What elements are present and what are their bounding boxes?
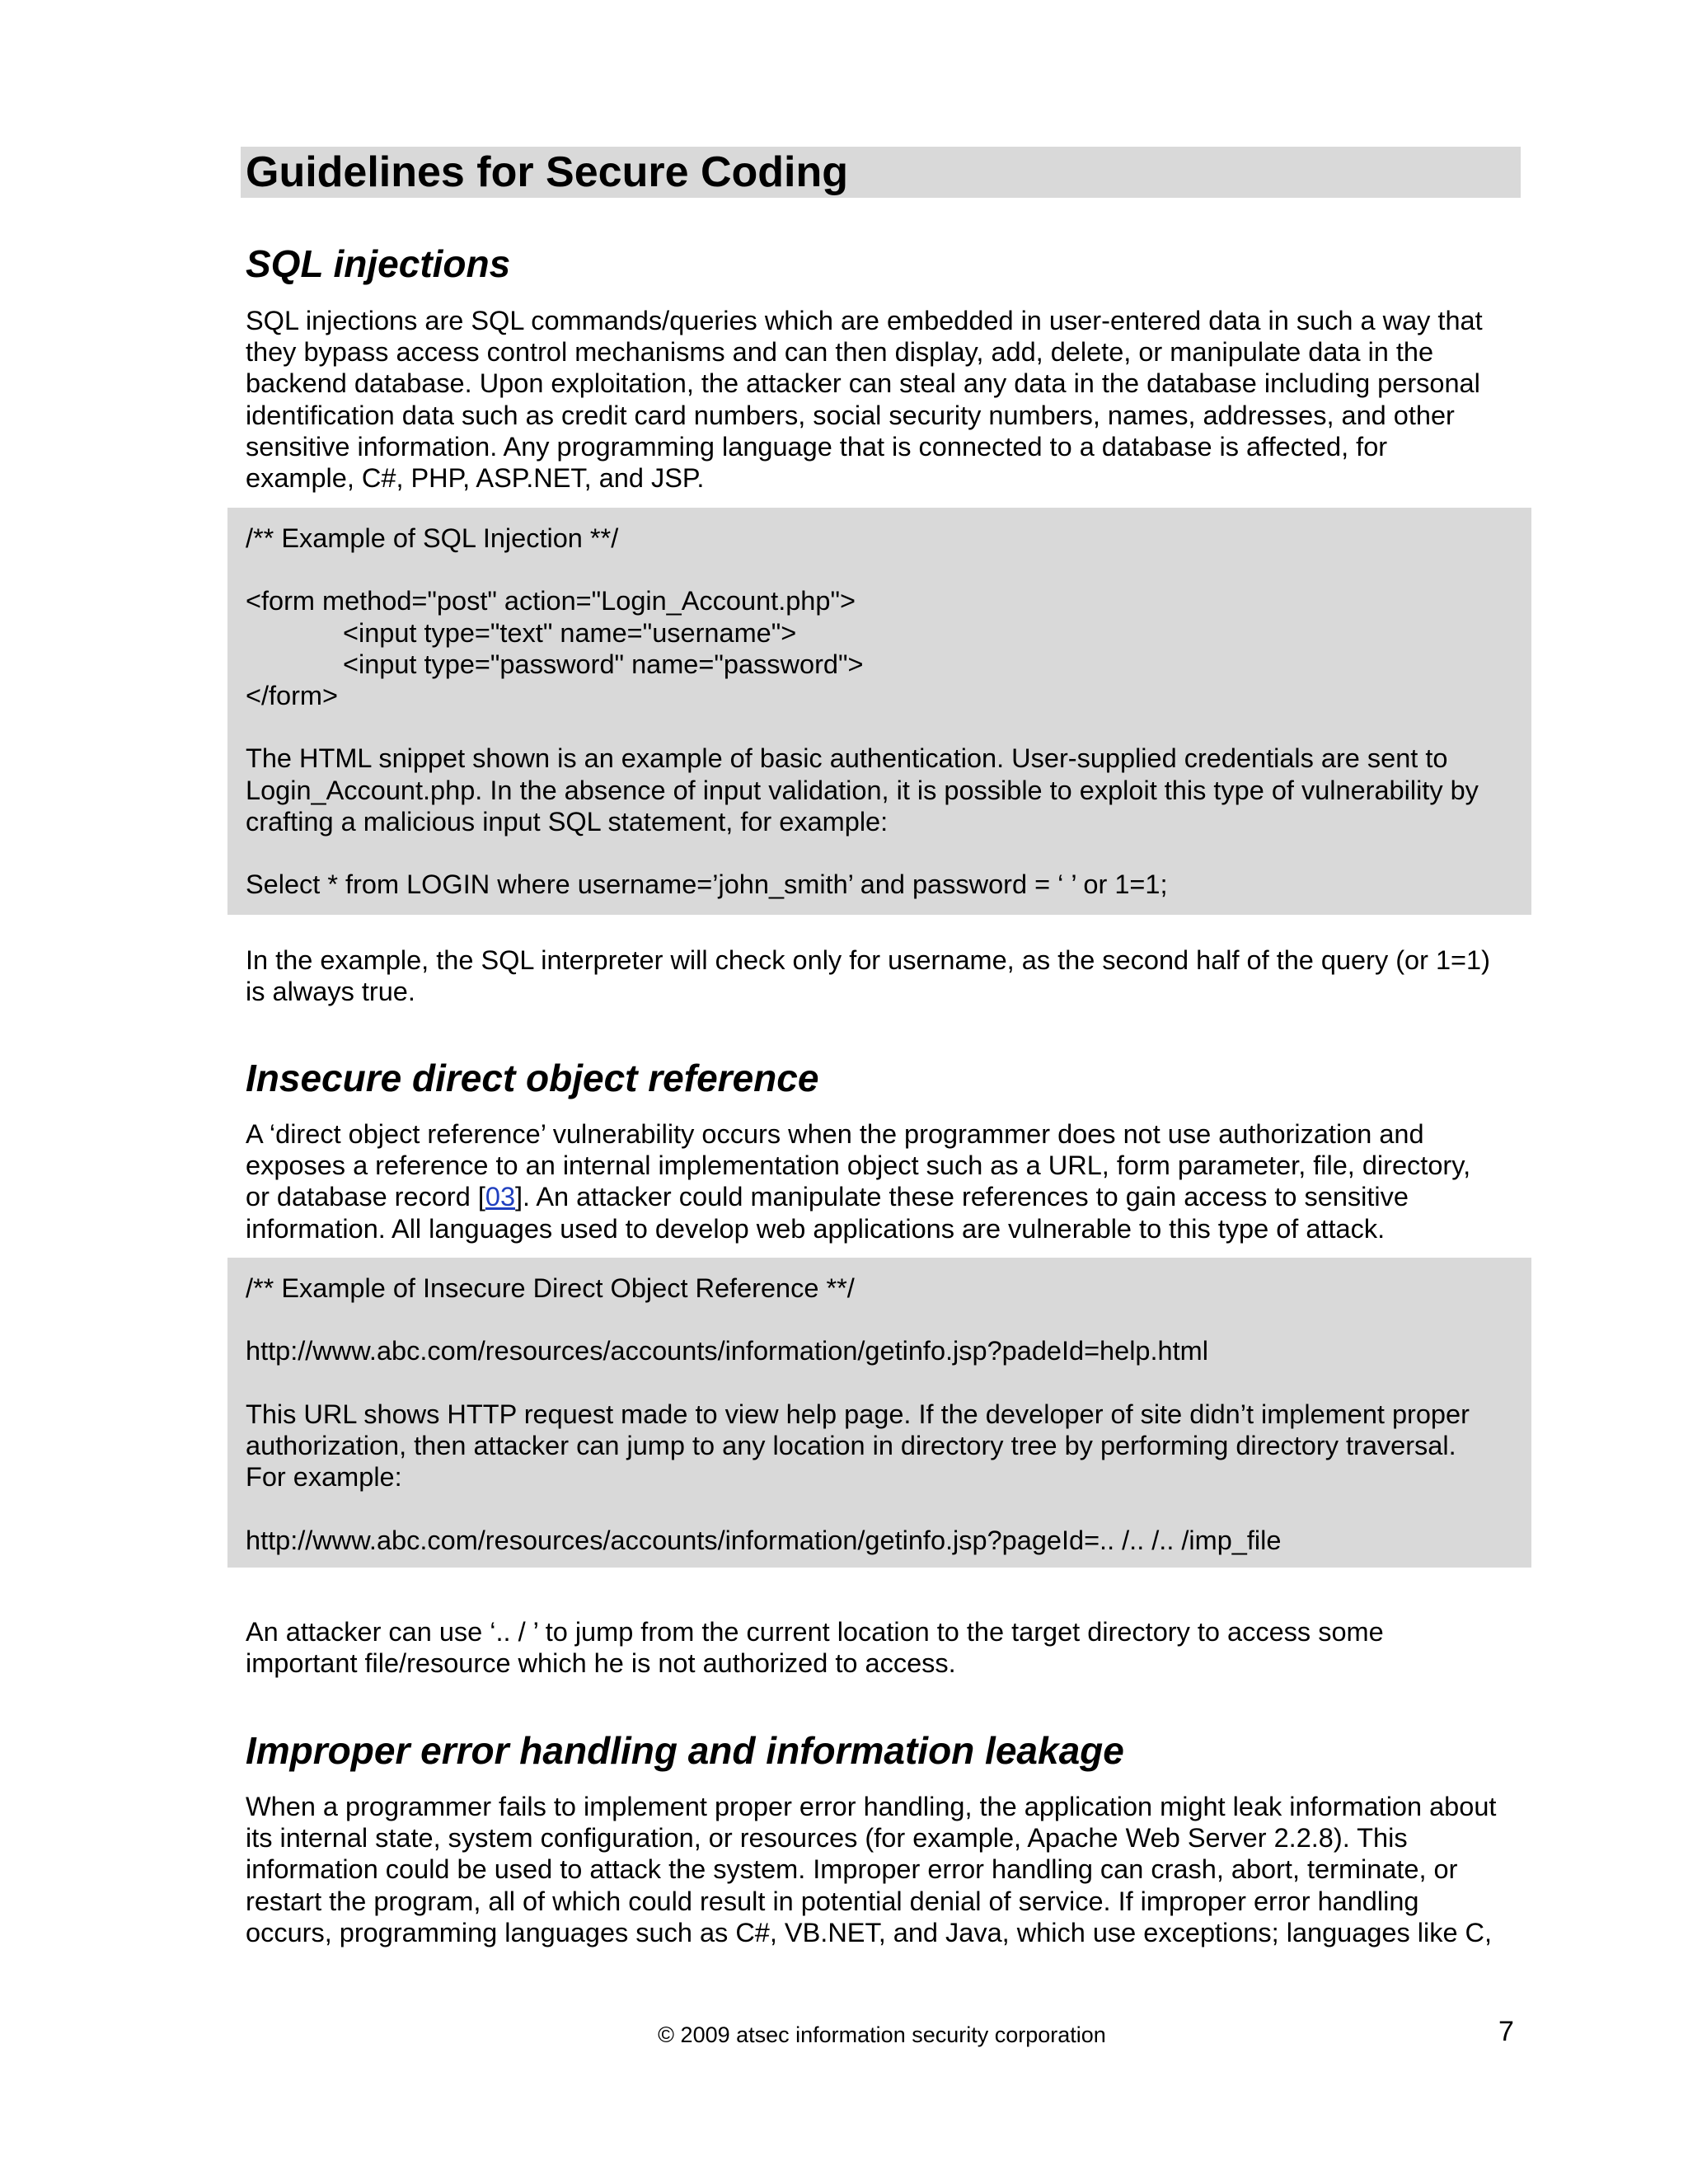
footer-copyright: © 2009 atsec information security corporation bbox=[658, 2022, 1106, 2047]
text-line: This URL shows HTTP request made to view help page. If the developer of site didn’t implement proper bbox=[246, 1399, 1470, 1429]
text-line: example, C#, PHP, ASP.NET, and JSP. bbox=[246, 463, 705, 494]
blank-line bbox=[246, 554, 1531, 585]
text-line: A ‘direct object reference’ vulnerability occurs when the programmer does not use authorization and bbox=[246, 1119, 1424, 1149]
text-line: When a programmer fails to implement proper error handling, the application might leak information about bbox=[246, 1792, 1497, 1821]
text-line: exposes a reference to an internal implementation object such as a URL, form parameter, file, directory, bbox=[246, 1151, 1471, 1181]
idor-after-paragraph bbox=[246, 1616, 1531, 1679]
sql-code-example-box bbox=[227, 508, 1531, 915]
text-line: Login_Account.php. In the absence of input validation, it is possible to exploit this type of vulnerability by bbox=[246, 775, 1479, 805]
section-improper-error-handling bbox=[246, 1727, 1531, 1774]
text-line: information could be used to attack the system. Improper error handling can crash, abort, terminate, or bbox=[246, 1854, 1458, 1885]
text-line: SQL injections are SQL commands/queries which are embedded in user-entered data in such a way that bbox=[246, 306, 1483, 335]
code-statement: Select * from LOGIN where username=’john_smith’ and password = ‘ ’ or 1=1; bbox=[246, 869, 1168, 900]
text-line: crafting a malicious input SQL statement, for example: bbox=[246, 806, 889, 837]
text-line: backend database. Upon exploitation, the attacker can steal any data in the database including personal bbox=[246, 368, 1480, 399]
section-heading-sql: SQL injections bbox=[246, 242, 511, 285]
code-comment: /** Example of SQL Injection **/ bbox=[246, 523, 619, 553]
sql-intro-paragraph bbox=[246, 305, 1531, 494]
code-url: http://www.abc.com/resources/accounts/information/getinfo.jsp?pageId=.. /.. /.. /imp_file bbox=[246, 1525, 1282, 1555]
text-line: restart the program, all of which could result in potential denial of service. If improper error handling bbox=[246, 1886, 1419, 1916]
sql-after-paragraph bbox=[246, 944, 1531, 1007]
text-line: authorization, then attacker can jump to any location in directory tree by performing directory traversal. bbox=[246, 1430, 1456, 1460]
text-line: In the example, the SQL interpreter will check only for username, as the second half of the query (or 1=1) bbox=[246, 945, 1490, 975]
section-insecure-direct-object-reference bbox=[246, 1055, 1531, 1101]
code-line: <input type="password" name="password"> bbox=[343, 649, 864, 679]
idor-intro-paragraph bbox=[246, 1118, 1531, 1244]
page-number: 7 bbox=[1498, 2016, 1514, 2047]
code-line: <form method="post" action="Login_Account.php"> bbox=[246, 586, 856, 616]
blank-line bbox=[246, 1304, 1531, 1335]
section-sql-injections bbox=[246, 241, 1531, 287]
section-heading-idor: Insecure direct object reference bbox=[246, 1057, 819, 1099]
code-line: <input type="text" name="username"> bbox=[343, 617, 797, 648]
text-segment: or database record [ bbox=[246, 1182, 485, 1212]
text-line: The HTML snippet shown is an example of basic authentication. User-supplied credentials are sent to bbox=[246, 743, 1448, 774]
code-url: http://www.abc.com/resources/accounts/information/getinfo.jsp?padeId=help.html bbox=[246, 1336, 1208, 1366]
page-title: Guidelines for Secure Coding bbox=[241, 147, 1521, 198]
section-heading-error-handling: Improper error handling and information leakage bbox=[246, 1729, 1124, 1772]
reference-link-03[interactable]: 03 bbox=[485, 1182, 516, 1212]
text-line: An attacker can use ‘.. / ’ to jump from the current location to the target directory to access some bbox=[246, 1617, 1384, 1647]
blank-line bbox=[246, 1493, 1531, 1524]
text-line: For example: bbox=[246, 1462, 402, 1493]
text-line: its internal state, system configuration, or resources (for example, Apache Web Server 2.2.8). This bbox=[246, 1823, 1408, 1854]
text-line: sensitive information. Any programming language that is connected to a database is affected, for bbox=[246, 431, 1388, 462]
text-line: they bypass access control mechanisms and can then display, add, delete, or manipulate data in the bbox=[246, 337, 1434, 368]
text-line bbox=[246, 1181, 1531, 1212]
text-line: is always true. bbox=[246, 977, 415, 1007]
error-intro-paragraph bbox=[246, 1791, 1531, 1948]
text-line: important file/resource which he is not authorized to access. bbox=[246, 1648, 956, 1679]
code-line: </form> bbox=[246, 681, 338, 710]
blank-line bbox=[246, 837, 1531, 869]
blank-line bbox=[246, 711, 1531, 743]
idor-code-example-box bbox=[227, 1258, 1531, 1568]
text-line: information. All languages used to develop web applications are vulnerable to this type of attack. bbox=[246, 1213, 1386, 1244]
code-comment: /** Example of Insecure Direct Object Reference **/ bbox=[246, 1273, 855, 1303]
blank-line bbox=[246, 1367, 1531, 1399]
text-line: occurs, programming languages such as C#, VB.NET, and Java, which use exceptions; languages like C, bbox=[246, 1917, 1493, 1947]
text-line: identification data such as credit card numbers, social security numbers, names, addresses, and other bbox=[246, 400, 1455, 430]
text-segment: ]. An attacker could manipulate these references to gain access to sensitive bbox=[515, 1182, 1409, 1212]
